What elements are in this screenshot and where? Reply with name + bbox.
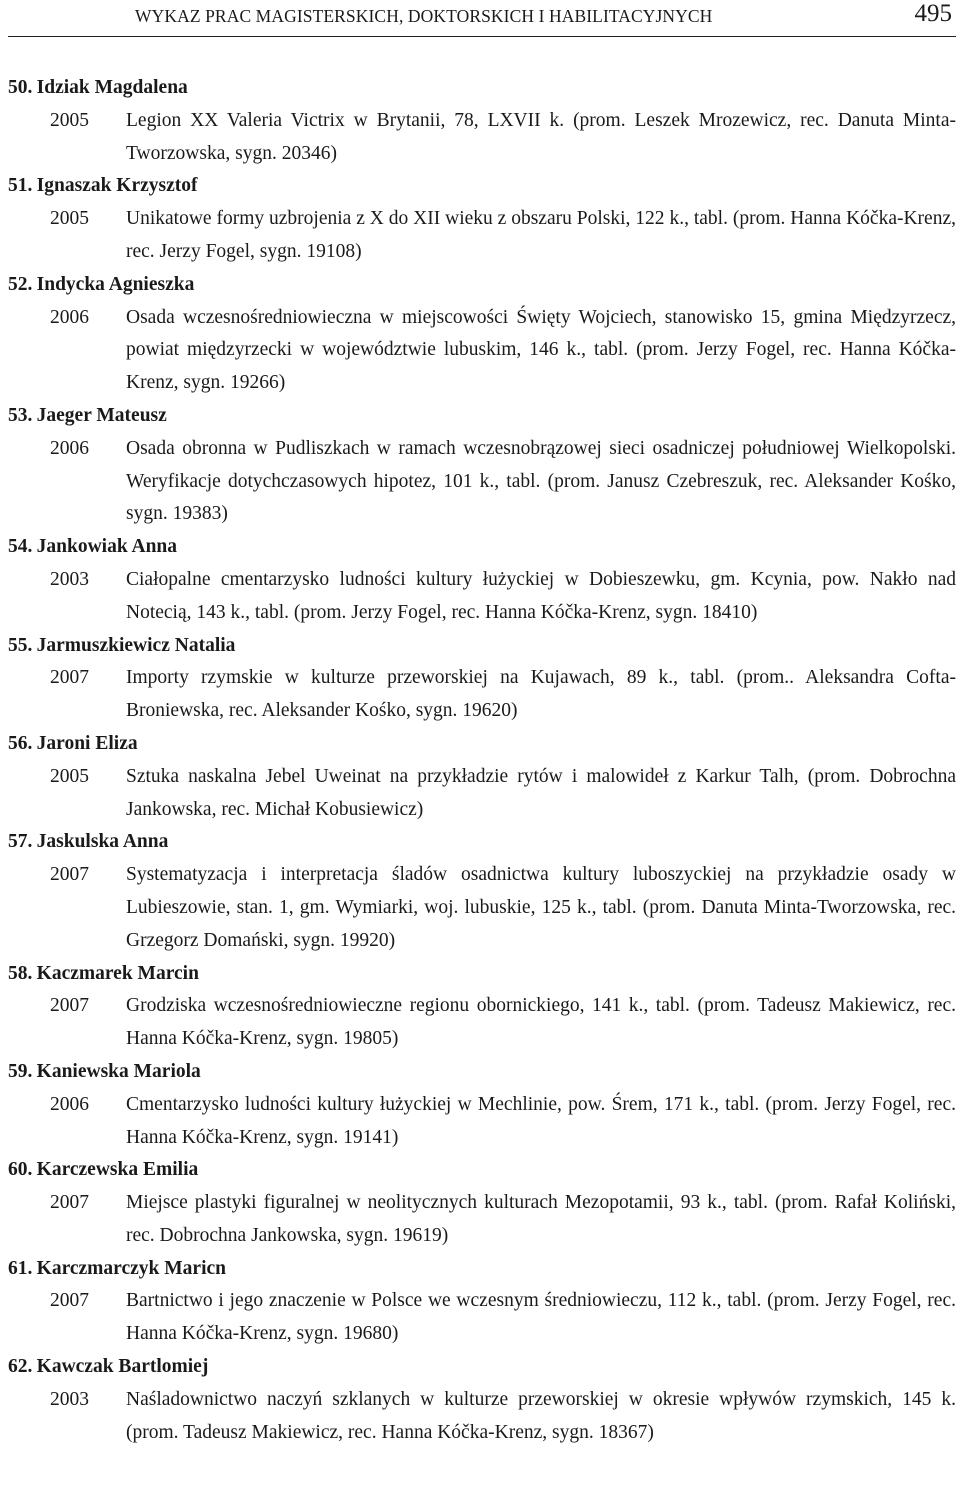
entry-author-name: Jankowiak Anna (36, 536, 178, 558)
entry-work (8, 433, 956, 531)
entry-work (8, 105, 956, 171)
running-header-title: WYKAZ PRAC MAGISTERSKICH, DOKTORSKICH I HABILITACYJNYCH (135, 6, 713, 26)
thesis-entry (8, 1351, 956, 1449)
entry-work (8, 859, 956, 957)
entry-author-line (8, 531, 956, 564)
entry-author-name: Idziak Magdalena (36, 77, 188, 98)
entry-description: Bartnictwo i jego znaczenie w Polsce we wczesnym średniowieczu, 112 k., tabl. (prom. Jerzy Fogel, rec. Hanna Kóčka-Krenz, sygn. 19680) (126, 1290, 956, 1345)
entry-work (8, 1089, 956, 1155)
entry-year: 2006 (50, 1093, 89, 1115)
entry-author-line (8, 1351, 956, 1384)
entry-number: 52. (8, 273, 33, 295)
entry-description: Systematyzacja i interpretacja śladów osadnictwa kultury luboszyckiej na przykładzie osady w Lubieszowie, stan. 1, gm. Wymiarki, woj. lubuskie, 125 k., tabl. (prom. Danuta Minta-Tworzowska, rec. Grzegorz Domański, sygn. 19920) (126, 864, 956, 951)
entry-description: Ciałopalne cmentarzysko ludności kultury łużyckiej w Dobieszewku, gm. Kcynia, pow. Nakło nad Notecią, 143 k., tabl. (prom. Jerzy Fogel, rec. Hanna Kóčka-Krenz, sygn. 18410) (126, 568, 956, 623)
entry-number: 58. (8, 962, 33, 984)
entry-author-name: Jaroni Eliza (36, 732, 138, 754)
entry-description: Sztuka naskalna Jebel Uweinat na przykładzie rytów i malowideł z Karkur Talh, (prom. Dobrochna Jankowska, rec. Michał Kobusiewicz) (126, 765, 956, 820)
entry-description: Cmentarzysko ludności kultury łużyckiej w Mechlinie, pow. Śrem, 171 k., tabl. (prom. Jerzy Fogel, rec. Hanna Kóčka-Krenz, sygn. 19141) (126, 1093, 956, 1148)
entry-author-name: Kaniewska Mariola (36, 1060, 201, 1082)
entry-author-name: Jaskulska Anna (36, 831, 169, 853)
entry-year: 2007 (50, 864, 89, 886)
entry-description: Osada obronna w Pudliszkach w ramach wczesnobrązowej sieci osadniczej południowej Wielkopolski. Weryfikacje dotychczasowych hipotez, 101 k., tabl. (prom. Janusz Czebreszuk, rec. Aleksander Kośko, sygn. 19383) (126, 437, 956, 525)
entry-author-name: Indycka Agnieszka (36, 273, 195, 295)
thesis-entry (8, 170, 956, 268)
entry-number: 53. (8, 404, 33, 426)
entry-year: 2005 (50, 765, 89, 787)
thesis-entry (8, 72, 956, 170)
thesis-entry (8, 728, 956, 826)
entry-author-line (8, 269, 956, 302)
entry-year: 2007 (50, 667, 89, 689)
entry-year: 2003 (50, 1388, 89, 1410)
thesis-list (8, 72, 956, 1449)
entry-year: 2003 (50, 568, 89, 590)
entry-number: 57. (8, 831, 33, 853)
entry-number: 54. (8, 536, 33, 558)
entry-work (8, 1187, 956, 1253)
thesis-entry (8, 630, 956, 728)
entry-description: Miejsce plastyki figuralnej w neolitycznych kulturach Mezopotamii, 93 k., tabl. (prom. Rafał Koliński, rec. Dobrochna Jankowska, sygn. 19619) (126, 1192, 956, 1246)
entry-author-line (8, 728, 956, 761)
entry-number: 50. (8, 77, 33, 98)
entry-author-name: Kaczmarek Marcin (36, 962, 199, 984)
entry-year: 2005 (50, 208, 89, 230)
entry-year: 2007 (50, 995, 89, 1017)
entry-description: Unikatowe formy uzbrojenia z X do XII wieku z obszaru Polski, 122 k., tabl. (prom. Hanna Kóčka-Krenz, rec. Jerzy Fogel, sygn. 19108) (126, 208, 956, 262)
entry-description: Grodziska wczesnośredniowieczne regionu obornickiego, 141 k., tabl. (prom. Tadeusz Makiewicz, rec. Hanna Kóčka-Krenz, sygn. 19805) (126, 995, 956, 1050)
entry-author-line (8, 958, 956, 991)
entry-work (8, 564, 956, 630)
entry-number: 60. (8, 1159, 33, 1181)
entry-work (8, 302, 956, 400)
entry-author-line (8, 630, 956, 663)
thesis-entry (8, 400, 956, 531)
entry-author-name: Jarmuszkiewicz Natalia (36, 634, 236, 656)
entry-number: 51. (8, 175, 33, 197)
entry-year: 2007 (50, 1192, 89, 1214)
page-number: 495 (914, 0, 952, 27)
thesis-entry (8, 269, 956, 400)
entry-year: 2006 (50, 306, 89, 328)
entry-author-name: Karczmarczyk Maricn (36, 1257, 226, 1279)
entry-author-name: Ignaszak Krzysztof (36, 175, 198, 197)
running-header (8, 0, 956, 37)
entry-year: 2007 (50, 1290, 89, 1312)
entry-work (8, 990, 956, 1056)
entry-author-line (8, 400, 956, 433)
entry-work (8, 1285, 956, 1351)
thesis-entry (8, 958, 956, 1056)
entry-author-name: Jaeger Mateusz (36, 404, 167, 426)
entry-author-line (8, 170, 956, 203)
entry-author-line (8, 826, 956, 859)
entry-author-name: Kawczak Bartlomiej (36, 1356, 209, 1378)
thesis-entry (8, 1154, 956, 1252)
entry-work (8, 203, 956, 269)
thesis-entry (8, 826, 956, 957)
entry-number: 62. (8, 1356, 33, 1378)
entry-work (8, 761, 956, 827)
entry-number: 59. (8, 1060, 33, 1082)
entry-description: Naśladownictwo naczyń szklanych w kulturze przeworskiej w okresie wpływów rzymskich, 145 k. (prom. Tadeusz Makiewicz, rec. Hanna Kóčka-Krenz, sygn. 18367) (126, 1388, 956, 1443)
entry-number: 61. (8, 1257, 33, 1279)
entry-number: 56. (8, 732, 33, 754)
entry-author-name: Karczewska Emilia (36, 1159, 199, 1181)
entry-work (8, 662, 956, 728)
thesis-entry (8, 1056, 956, 1154)
entry-year: 2005 (50, 109, 89, 131)
entry-description: Importy rzymskie w kulturze przeworskiej na Kujawach, 89 k., tabl. (prom.. Aleksandra Cofta-Broniewska, rec. Aleksander Kośko, sygn. 19620) (126, 667, 956, 722)
entry-number: 55. (8, 634, 33, 656)
entry-year: 2006 (50, 437, 89, 459)
entry-work (8, 1384, 956, 1450)
thesis-entry (8, 1253, 956, 1351)
entry-author-line (8, 72, 956, 105)
entry-author-line (8, 1154, 956, 1187)
entry-description: Osada wczesnośredniowieczna w miejscowości Święty Wojciech, stanowisko 15, gmina Międzyrzecz, powiat międzyrzecki w województwie lubuskim, 146 k., tabl. (prom. Jerzy Fogel, rec. Hanna Kóčka-Krenz, sygn. 19266) (126, 306, 956, 394)
entry-description: Legion XX Valeria Victrix w Brytanii, 78, LXVII k. (prom. Leszek Mrozewicz, rec. Danuta Minta-Tworzowska, sygn. 20346) (126, 109, 956, 164)
entry-author-line (8, 1253, 956, 1286)
entry-author-line (8, 1056, 956, 1089)
thesis-entry (8, 531, 956, 629)
